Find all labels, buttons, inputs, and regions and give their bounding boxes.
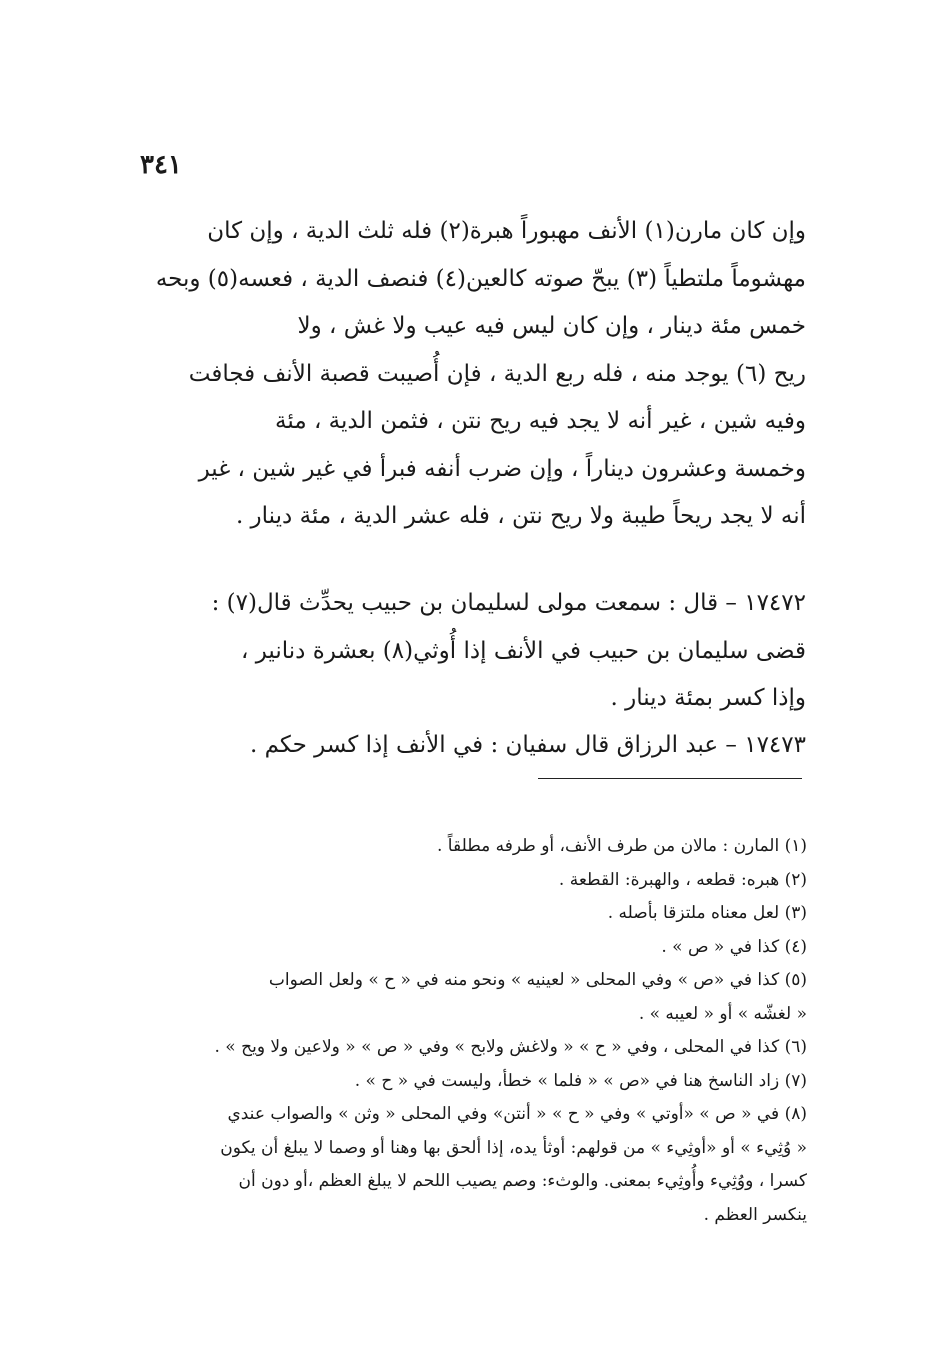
text-line: ريح (٦) يوجد منه ، فله ربع الدية ، فإن أُصيبت قصبة الأنف فجافت — [188, 360, 806, 387]
hadith-17472 — [138, 580, 806, 723]
footnote: (٣) لعل معناه ملتزقا بأصله . — [607, 903, 807, 923]
footnote: (٤) كذا في « ص » . — [661, 936, 807, 957]
text-line: ١٧٤٧٣ – عبد الرزاق قال سفيان : في الأنف إذا كسر حكم . — [250, 732, 806, 758]
hadith-17473 — [138, 722, 806, 770]
footnote: « لغشّه » أو « لعيبه » . — [638, 1003, 807, 1024]
text-line: أنه لا يجد ريحاً طيبة ولا ريح نتن ، فله عشر الدية ، مئة دينار . — [235, 503, 806, 529]
main-paragraph — [138, 208, 806, 541]
text-line: وفيه شين ، غير أنه لا يجد فيه ريح نتن ، فثمن الدية ، مئة — [275, 408, 806, 434]
text-line: ١٧٤٧٢ – قال : سمعت مولى لسليمان بن حبيب يحدِّث قال(٧) : — [211, 590, 806, 616]
footnote-divider — [538, 778, 802, 779]
text-line: وإن كان مارن(١) الأنف مهبوراً هبرة(٢) فله ثلث الدية ، وإن كان — [207, 218, 806, 244]
text-line: وإذا كسر بمئة دينار . — [610, 685, 806, 711]
footnote: « وُثِيء » أو «أوثِيء » من قولهم: أوثأ يده، إذا ألحق بها وهنا أو وصما لا يبلغ أن يكون — [220, 1137, 807, 1158]
footnote: (١) المارن : مالان من طرف الأنف، أو طرفه مطلقاً . — [436, 836, 807, 856]
footnote: (٢) هبره: قطعه ، والهبرة: القطعة . — [558, 869, 807, 890]
footnote: (٨) في « ص » «أوتي » وفي « ح » « أنتن» وفي المحلى « وثن » والصواب عندي — [227, 1104, 807, 1124]
footnotes — [135, 830, 807, 1232]
text-line: مهشوماً ملتطياً (٣) يبحّ صوته كالعين(٤) فنصف الدية ، فعسه(٥) وبحه — [155, 265, 806, 292]
page-number: ٣٤١ — [140, 150, 182, 180]
footnote: (٥) كذا في «ص » وفي المحلى « لعينيه » ونحو منه في « ح » ولعل الصواب — [268, 970, 807, 990]
text-line: قضى سليمان بن حبيب في الأنف إذا أُوثي(٨) بعشرة دنانير ، — [241, 637, 806, 664]
footnote: (٧) زاد الناسخ هنا في «ص » « فلما » خطأ، وليست في « ح » . — [354, 1070, 807, 1091]
text-line: خمس مئة دينار ، وإن كان ليس فيه عيب ولا غش ، ولا — [297, 313, 806, 339]
text-line: وخمسة وعشرون ديناراً ، وإن ضرب أنفه فبرأ في غير شين ، غير — [198, 455, 806, 482]
footnote: (٦) كذا في المحلى ، وفي « ح » « ولاغش ولابح » وفي « ص » « ولاعين ولا ويح » . — [214, 1037, 807, 1057]
footnote: ينكسر العظم . — [703, 1204, 807, 1225]
footnote: كسرا ، ووُثِيء وأُوثِيء بمعنى. والوثء: وصم يصيب اللحم لا يبلغ العظم ،أو دون أن — [238, 1171, 807, 1191]
